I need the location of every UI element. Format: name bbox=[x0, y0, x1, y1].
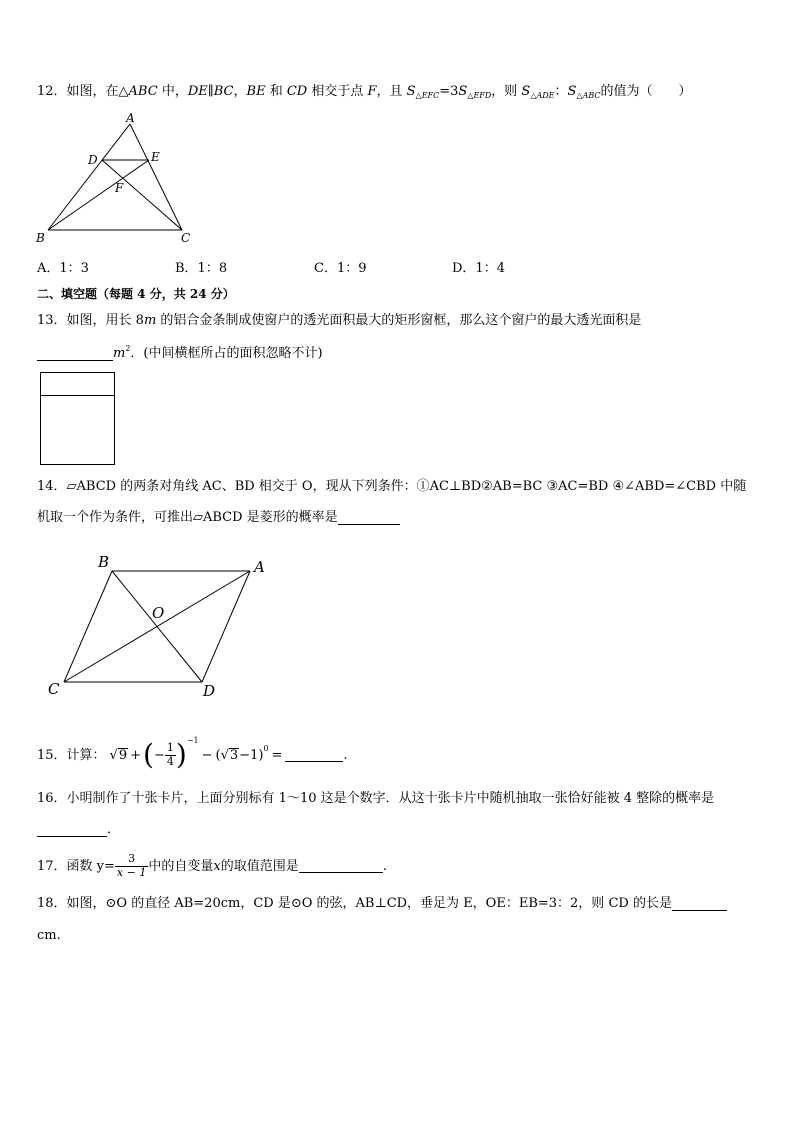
q14-answer-blank[interactable] bbox=[338, 511, 400, 525]
section-heading: 二、填空题（每题 4 分，共 24 分） bbox=[37, 287, 235, 301]
q14-line1: 14．▱ABCD 的两条对角线 AC、BD 相交于 O，现从下列条件：①AC⊥BD②AB=BC ③AC=BD ④∠ABD=∠CBD 中随 bbox=[37, 479, 747, 494]
diagonal-bd bbox=[112, 571, 202, 682]
sqrt-symbol-2: √ bbox=[220, 747, 229, 763]
q15-expression: 15．计算： √ 9 + ( − $\frac{1}{4}$ ) −1 − ( √ 3 −1) 0 = . bbox=[37, 736, 348, 771]
side-cb bbox=[64, 571, 112, 682]
q16-line2: ． bbox=[37, 823, 120, 837]
q13-answer-blank[interactable] bbox=[37, 347, 113, 361]
q12-option-b[interactable]: B．1：8 bbox=[175, 261, 228, 276]
q13-line1: 13．如图，用长 8m 的铝合金条制成使窗户的透光面积最大的矩形窗框，那么这个窗户的最大透光面积是 bbox=[37, 313, 642, 328]
segment-be bbox=[48, 160, 149, 230]
sqrt-symbol: √ bbox=[109, 747, 118, 763]
q15-answer-blank[interactable] bbox=[285, 748, 343, 762]
label-d: D bbox=[203, 682, 216, 698]
side-ac bbox=[130, 124, 182, 230]
q12-stem: 12．如图，在△ABC 中，DE∥BC，BE 和 CD 相交于点 F，且 $S_{\triangle EFC}=3S_{\triangle EFD}$，则 $S_{\triangle ADE}$：$S_{\triangle ABC}$的值为（ ） bbox=[37, 84, 692, 100]
label-f: F bbox=[115, 181, 124, 195]
label-e: E bbox=[151, 150, 160, 164]
q12-option-a[interactable]: A．1：3 bbox=[37, 261, 89, 276]
q12-option-c[interactable]: C．1：9 bbox=[314, 261, 367, 276]
q16-line1: 16．小明制作了十张卡片，上面分别标有 1～10 这是个数字．从这十张卡片中随机抽取一张恰好能被 4 整除的概率是 bbox=[37, 791, 715, 806]
q12-triangle-figure bbox=[30, 112, 210, 252]
fraction-3-over-x-minus-1: $\frac{3}{x - 1}$ bbox=[116, 852, 147, 879]
label-b: B bbox=[36, 231, 45, 245]
q13-line2: $m^2$．(中间横框所占的面积忽略不计) bbox=[37, 345, 323, 361]
label-o: O bbox=[152, 604, 165, 622]
fraction-one-quarter: $\frac{1}{4}$ bbox=[166, 741, 174, 768]
q13-window-figure bbox=[40, 372, 115, 465]
q18-line2: cm. bbox=[37, 928, 61, 943]
q12-option-d[interactable]: D．1：4 bbox=[452, 261, 505, 276]
q17-answer-blank[interactable] bbox=[299, 859, 383, 873]
segment-cd bbox=[102, 160, 182, 230]
label-c: C bbox=[181, 231, 191, 245]
label-a: A bbox=[126, 112, 135, 125]
q17-expression: 17．函数 y= $\frac{3}{x - 1}$ 中的自变量 x 的取值范围是 . bbox=[37, 852, 387, 879]
label-d: D bbox=[88, 153, 98, 167]
label-c: C bbox=[48, 680, 60, 698]
q18-answer-blank[interactable] bbox=[672, 897, 727, 911]
q14-line2: 机取一个作为条件，可推出▱ABCD 是菱形的概率是 bbox=[37, 511, 400, 525]
side-ad bbox=[202, 571, 250, 682]
q16-answer-blank[interactable] bbox=[37, 823, 107, 837]
side-ab bbox=[48, 124, 130, 230]
window-crossbar bbox=[41, 395, 114, 396]
label-b: B bbox=[98, 553, 110, 571]
label-a: A bbox=[254, 558, 265, 576]
q14-parallelogram-figure bbox=[40, 548, 280, 698]
q18-line1: 18．如图，⊙O 的直径 AB=20cm，CD 是⊙O 的弦，AB⊥CD，垂足为 E，OE：EB=3：2，则 CD 的长是 bbox=[37, 897, 727, 911]
